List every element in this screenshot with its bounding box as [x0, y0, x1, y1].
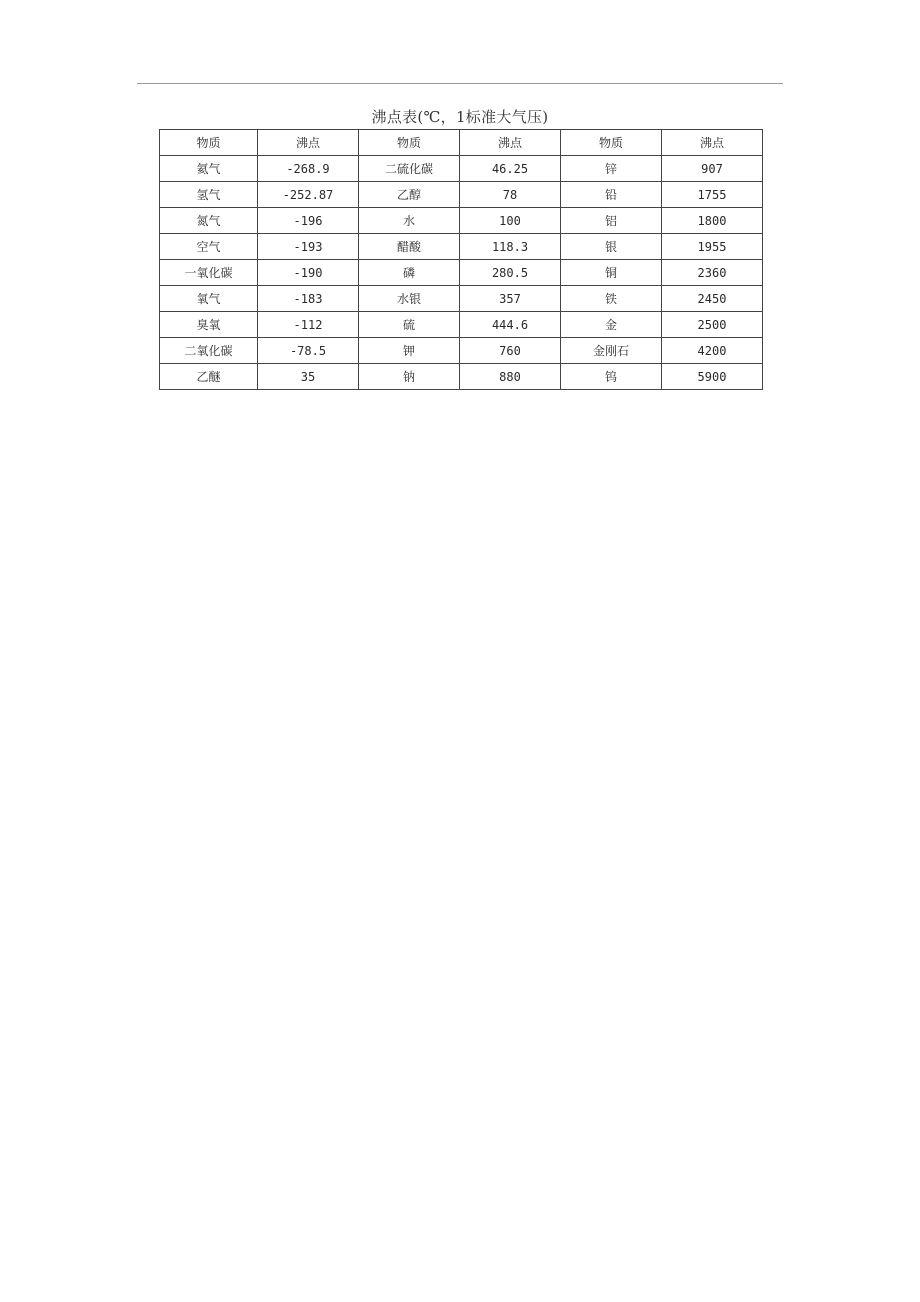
- boiling-point-cell: 2500: [662, 312, 763, 338]
- boiling-point-cell: 357: [460, 286, 561, 312]
- header-boiling-point: 沸点: [460, 130, 561, 156]
- boiling-point-cell: -196: [258, 208, 359, 234]
- boiling-point-cell: 1755: [662, 182, 763, 208]
- boiling-point-cell: -190: [258, 260, 359, 286]
- substance-cell: 铜: [561, 260, 662, 286]
- table-row: [160, 260, 763, 286]
- table-title: 沸点表(℃，1标准大气压): [371, 108, 549, 126]
- boiling-point-cell: -252.87: [258, 182, 359, 208]
- substance-cell: 氧气: [160, 286, 258, 312]
- boiling-point-cell: 78: [460, 182, 561, 208]
- substance-cell: 钾: [359, 338, 460, 364]
- substance-cell: 水: [359, 208, 460, 234]
- substance-cell: 臭氧: [160, 312, 258, 338]
- table-row: [160, 182, 763, 208]
- header-boiling-point: 沸点: [258, 130, 359, 156]
- substance-cell: 空气: [160, 234, 258, 260]
- table-row: [160, 208, 763, 234]
- table-row: [160, 286, 763, 312]
- substance-cell: 氦气: [160, 156, 258, 182]
- substance-cell: 乙醚: [160, 364, 258, 390]
- header-substance: 物质: [359, 130, 460, 156]
- table-row: [160, 312, 763, 338]
- boiling-point-cell: 880: [460, 364, 561, 390]
- table-row: [160, 156, 763, 182]
- boiling-point-cell: 760: [460, 338, 561, 364]
- boiling-point-cell: -183: [258, 286, 359, 312]
- boiling-point-cell: 1800: [662, 208, 763, 234]
- boiling-point-cell: -268.9: [258, 156, 359, 182]
- substance-cell: 金刚石: [561, 338, 662, 364]
- boiling-point-cell: 444.6: [460, 312, 561, 338]
- substance-cell: 乙醇: [359, 182, 460, 208]
- substance-cell: 金: [561, 312, 662, 338]
- header-substance: 物质: [561, 130, 662, 156]
- header-rule: [137, 83, 783, 84]
- substance-cell: 铁: [561, 286, 662, 312]
- substance-cell: 氮气: [160, 208, 258, 234]
- substance-cell: 银: [561, 234, 662, 260]
- substance-cell: 磷: [359, 260, 460, 286]
- boiling-point-cell: -193: [258, 234, 359, 260]
- boiling-point-cell: 1955: [662, 234, 763, 260]
- boiling-point-table: [159, 129, 763, 390]
- substance-cell: 锌: [561, 156, 662, 182]
- table-row: [160, 234, 763, 260]
- boiling-point-cell: 907: [662, 156, 763, 182]
- substance-cell: 钠: [359, 364, 460, 390]
- table-row: [160, 338, 763, 364]
- header-substance: 物质: [160, 130, 258, 156]
- boiling-point-cell: -112: [258, 312, 359, 338]
- substance-cell: 二硫化碳: [359, 156, 460, 182]
- boiling-point-cell: -78.5: [258, 338, 359, 364]
- substance-cell: 铅: [561, 182, 662, 208]
- header-boiling-point: 沸点: [662, 130, 763, 156]
- substance-cell: 二氧化碳: [160, 338, 258, 364]
- substance-cell: 氢气: [160, 182, 258, 208]
- table-header-row: [160, 130, 763, 156]
- boiling-point-cell: 5900: [662, 364, 763, 390]
- table-row: [160, 364, 763, 390]
- boiling-point-cell: 46.25: [460, 156, 561, 182]
- substance-cell: 水银: [359, 286, 460, 312]
- boiling-point-cell: 4200: [662, 338, 763, 364]
- boiling-point-cell: 280.5: [460, 260, 561, 286]
- boiling-point-cell: 2450: [662, 286, 763, 312]
- boiling-point-cell: 2360: [662, 260, 763, 286]
- substance-cell: 一氧化碳: [160, 260, 258, 286]
- substance-cell: 铝: [561, 208, 662, 234]
- boiling-point-cell: 100: [460, 208, 561, 234]
- boiling-point-cell: 35: [258, 364, 359, 390]
- substance-cell: 醋酸: [359, 234, 460, 260]
- boiling-point-cell: 118.3: [460, 234, 561, 260]
- substance-cell: 硫: [359, 312, 460, 338]
- substance-cell: 钨: [561, 364, 662, 390]
